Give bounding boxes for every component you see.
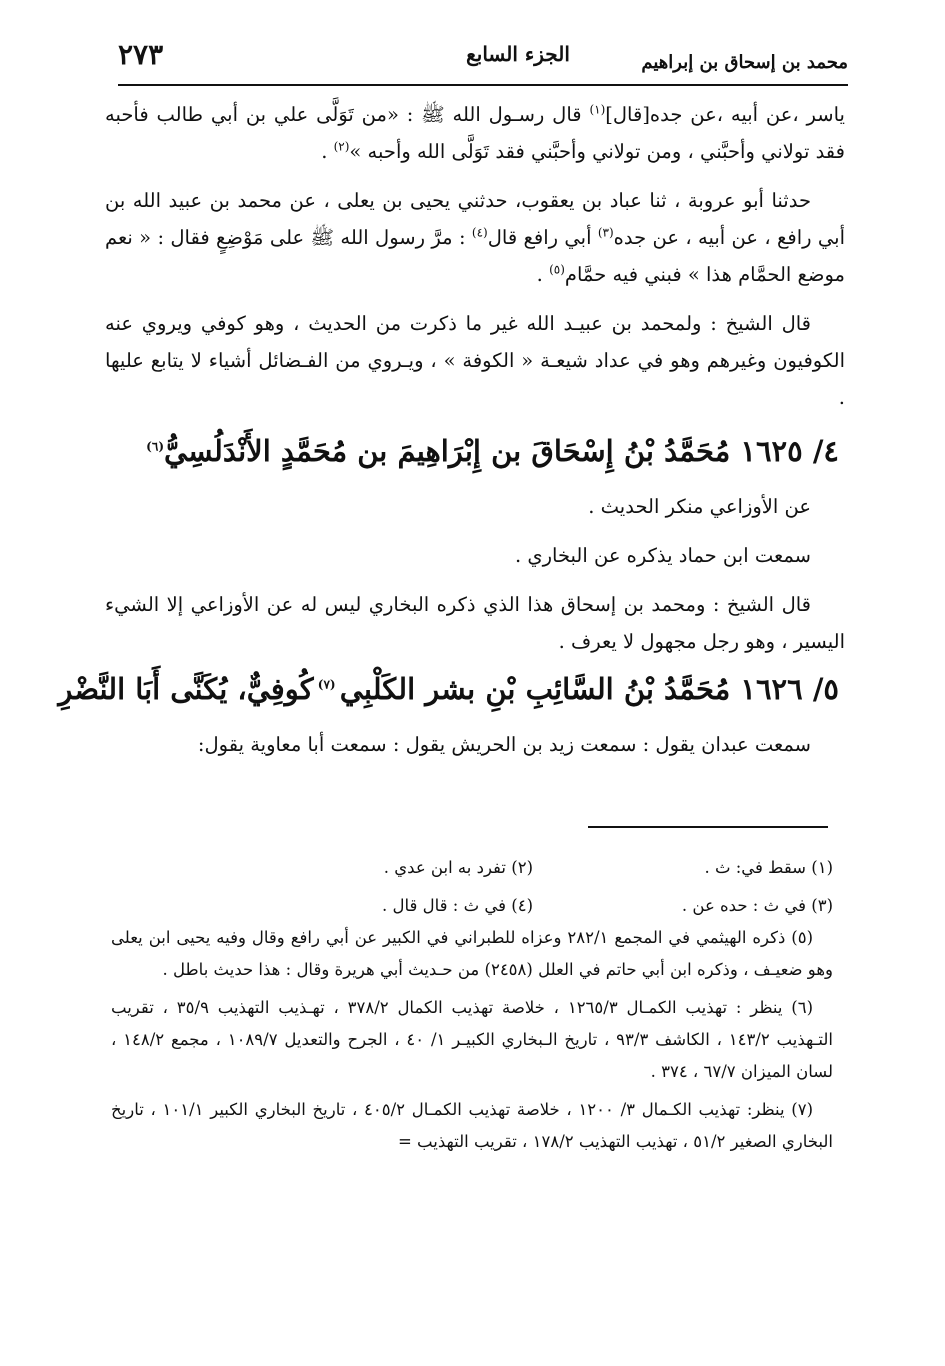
text-line: قال الشيخ : ومحمد بن إسحاق هذا الذي ذكره البخاري ليس له عن الأوزاعي إلا	[166, 593, 811, 616]
footnote-row	[111, 890, 833, 922]
text-line: مَوْضِعٍ فقال : « نعم موضع الحمَّام هذا » فبني فيه حمَّام	[105, 226, 845, 286]
heading-text: كُوفِيٌّ، يُكَنَّى أَبَا النَّضْرِ	[58, 672, 314, 706]
page-header	[118, 38, 848, 86]
paragraph	[105, 96, 845, 170]
footnote: (٣) في ث : حده عن .	[681, 896, 833, 915]
page-number: ٢٧٣	[118, 38, 164, 71]
text-line: (٦) ينظر : تهذيب الكمـال ١٢٦٥/٣ ، خلاصة تهذيب الكمال ٣٧٨/٢ ، تهـذيب التهذيب	[217, 998, 814, 1017]
text-line: أبي رافع قال	[487, 226, 598, 249]
text-line: عن الأوزاعي منكر الحديث .	[588, 495, 811, 518]
footnote: (١) سقط في: ث .	[704, 858, 833, 877]
text-line: الله بن أبي رافع ، عن أبيه ، عن جده	[105, 189, 845, 249]
paragraph	[105, 488, 845, 525]
text-line: عنه الكوفيون وغيرهم وهو في عداد شيعـة « الكوفة » ، ويـروي من الفـضائل أشياء	[105, 312, 846, 372]
text-line: (٧) ينظر: تهذيب الكـمال ٣/ ١٢٠٠ ، خلاصة تهذيب الكمـال ٤٠٥/٢ ، تاريخ البخاري	[254, 1100, 814, 1119]
paragraph	[105, 726, 845, 763]
running-title: محمد بن إسحاق بن إبراهيم	[641, 52, 848, 73]
text-line: الكبير ١٠١/١ ، تاريخ البخاري الصغير ٥١/٢ ، تهذيب التهذيب ١٧٨/٢ ، تقريب التهذيب =	[111, 1100, 833, 1151]
text-line: ياسر ،عن أبيه ،عن جده[قال]	[605, 103, 845, 126]
text-line: حدثنا أبو عروبة ، ثنا عباد بن يعقوب، حدثني يحيى بن يعلى ، عن محمد بن عبيد	[168, 189, 812, 212]
footnote-ref: (٥)	[549, 262, 565, 277]
text-line: .	[536, 263, 550, 286]
paragraph	[105, 537, 845, 574]
text-line: لا يتابع عليها .	[105, 349, 845, 409]
footnote-row	[111, 852, 833, 884]
text-line: ٣٥/٩ ، تقريب التـهذيب ١٤٣/٢ ، الكاشف ٩٣/٣ ، تاريخ الـبخاري الكبيـر ١/ ٤٠ ، الجرح	[111, 998, 834, 1049]
footnote: (٢) تفرد به ابن عدي .	[383, 858, 533, 877]
footnote-ref: (٣)	[597, 225, 614, 240]
footnote: (٤) في ث : قال قال .	[381, 896, 533, 915]
footnote	[111, 992, 833, 1088]
text-line: سمعت ابن حماد يذكره عن البخاري .	[514, 544, 811, 567]
entry-heading	[105, 422, 845, 480]
paragraph	[105, 182, 845, 293]
heading-text: ٥/ ١٦٢٦ مُحَمَّدُ بْنُ السَّائِبِ بْنِ بشر الكَلْبِي	[339, 672, 839, 706]
text-line: : مرَّ رسول الله ﷺ على	[269, 226, 472, 249]
paragraph	[105, 586, 845, 660]
text-line: ابن يعلى وهو ضعيـف ، وذكره ابن أبي حاتم في العلل (٢٤٥٨) من حـديث أبي هريرة وقال :	[111, 928, 833, 979]
text-line: .	[321, 140, 334, 163]
text-line: الشيء اليسير ، وهو رجل مجهول لا يعرف .	[105, 593, 845, 653]
footnote-ref: (٢)	[333, 139, 350, 154]
footnote-ref: (١)	[589, 102, 606, 117]
footnote	[111, 1094, 833, 1158]
heading-text: ٤/ ١٦٢٥ مُحَمَّدُ بْنُ إِسْحَاقَ بن إِبْرَاهِيمَ بن مُحَمَّدٍ الأَنْدَلُسِيُّ	[164, 434, 839, 468]
footnote-ref: (٤)	[471, 225, 488, 240]
text-line: (٥) ذكره الهيثمي في المجمع ٢٨٢/١ وعزاه للطبراني في الكبير عن أبي رافع وقال وفيه يحيى	[176, 928, 813, 947]
paragraph	[105, 305, 845, 416]
text-line: قال رسـول الله ﷺ : «من تَوَلَّى علي بن أبي طالب	[156, 103, 590, 126]
footnote-ref: (٧)	[313, 677, 340, 692]
text-line: فأحبه فقد تولاني وأحبَّني ، ومن تولاني وأحبَّني فقد تَوَلَّى الله وأحبه »	[105, 103, 845, 163]
main-text	[58, 96, 846, 763]
text-line: هذا حديث باطل .	[162, 960, 281, 979]
text-line: سمعت عبدان يقول : سمعت زيد بن الحريش يقول : سمعت أبا معاوية يقول:	[197, 733, 811, 756]
footnotes	[111, 852, 833, 1158]
footnote-ref: (٦)	[146, 439, 164, 454]
footnote	[111, 922, 833, 986]
entry-heading	[58, 660, 845, 718]
volume-label: الجزء السابع	[466, 42, 570, 66]
text-line: والتعديل ١٠٨٩/٧ ، مجمع ١٤٨/٢ ، لسان الميزان ٦٧/٧ ، ٣٧٤ .	[111, 1030, 833, 1081]
text-line: قال الشيخ : ولمحمد بن عبيـد الله غير ما ذكرت من الحديث ، وهو كوفي ويروي	[141, 312, 812, 335]
footnote-separator	[588, 826, 828, 828]
